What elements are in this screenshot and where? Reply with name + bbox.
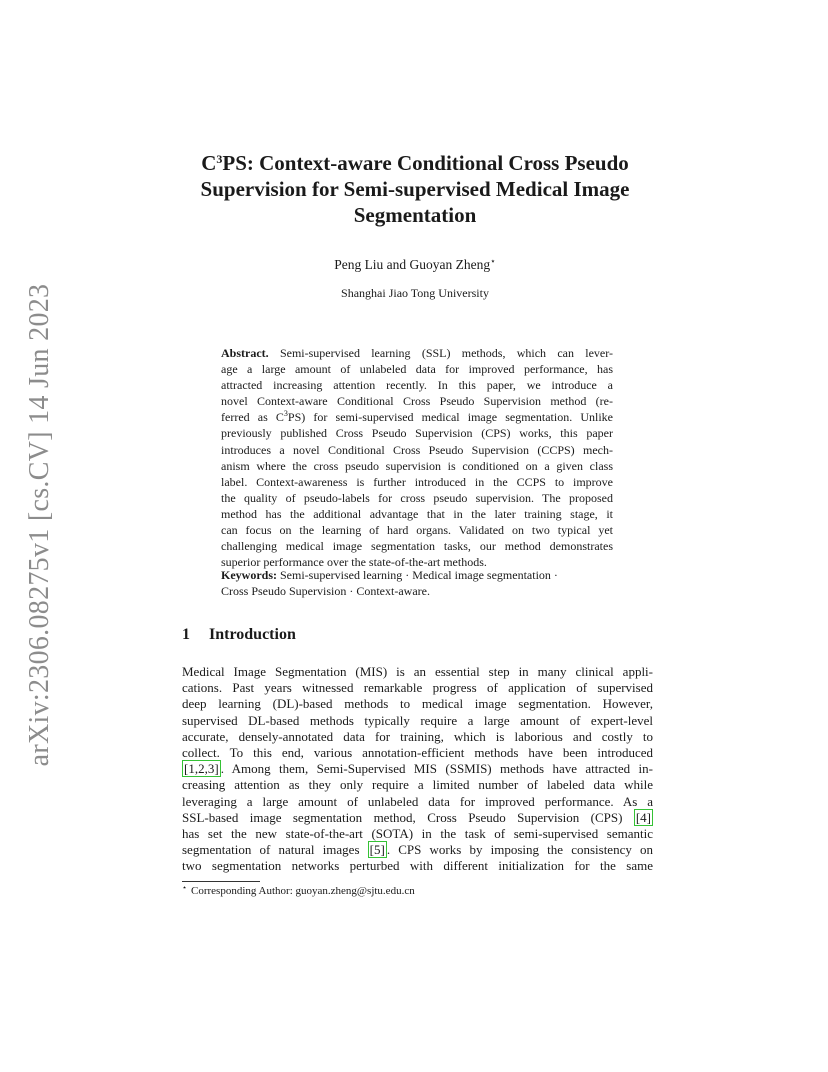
affiliation: Shanghai Jiao Tong University: [341, 286, 489, 300]
section-number: 1: [182, 626, 190, 643]
introduction-body: Medical Image Segmentation (MIS) is an essential step in many clinical appli- cations. Past years witnessed remarkable progress of application of supervised deep learning (DL)-based methods to medical image segmentation. However, supervised DL-based methods typically require a large amount of expert-level accurate, densely-annotated data for training, which is laborious and costly to collect. To this end, various annotation-efficient methods have been introduced [1,2,3] . Among them, Semi-Supervised MIS (SSMIS) methods have attracted in- creasing attention as they only require a limited number of labeled data while leveraging a large amount of unlabeled data for improved performance. As a SSL-based image segmentation method, Cross Pseudo Supervision (CPS) [4] has set the new state-of-the-art (SOTA) in the task of semi-supervised semantic segmentation of natural images [5] . CPS works by imposing the consistency on two segmentation networks perturbed with different initialization for the same: [182, 664, 653, 874]
abstract: Abstract. Semi-supervised learning (SSL) methods, which can lever- age a large amount of unlabeled data for improved performance, has attracted increasing attention recently. In this paper, we introduce a novel Context-aware Conditional Cross Pseudo Supervision method (re- ferred as $C^3PS$) for semi-supervised medical image segmentation. Unlike previously published Cross Pseudo Supervision (CPS) works, this paper introduces a novel Conditional Cross Pseudo Supervision (CCPS) mech- anism where the cross pseudo supervision is conditioned on a given class label. Context-awareness is further introduced in the CCPS to improve the quality of pseudo-labels for cross pseudo supervision. The proposed method has the additional advantage that in the later training stage, it can focus on the learning of hard organs. Validated on two typical yet challenging medical image segmentation tasks, our method demonstrates superior performance over the state-of-the-art methods.: [221, 346, 614, 570]
arxiv-identifier-stamp: arXiv:2306.08275v1 [cs.CV] 14 Jun 2023: [24, 283, 55, 767]
citation-link[interactable]: [4]: [635, 809, 651, 825]
abstract-label: Abstract.: [221, 346, 269, 360]
keywords-label: Keywords:: [221, 568, 277, 582]
paper-title: $C^3PS$: Context-aware Conditional Cross Pseudo Supervision for Semi-supervised Medical Image Segmentation: [200, 151, 630, 227]
section-heading-introduction: [182, 626, 296, 644]
author-list: [200, 257, 630, 273]
footnote-divider: [182, 881, 260, 882]
footnote-text: Corresponding Author: guoyan.zheng@sjtu.edu.cn: [191, 885, 415, 897]
citation-link[interactable]: [1,2,3]: [184, 761, 219, 777]
footnote-marker: ⋆: [182, 883, 188, 892]
corresponding-author-marker: ⋆: [490, 256, 496, 266]
footnote: [182, 885, 415, 897]
keywords: Keywords: Semi-supervised learning · Medical image segmentation · Cross Pseudo Supervision · Context-aware.: [221, 568, 558, 599]
author-names: Peng Liu and Guoyan Zheng: [334, 257, 491, 272]
citation-link[interactable]: [5]: [369, 842, 385, 858]
section-title: Introduction: [209, 626, 296, 643]
